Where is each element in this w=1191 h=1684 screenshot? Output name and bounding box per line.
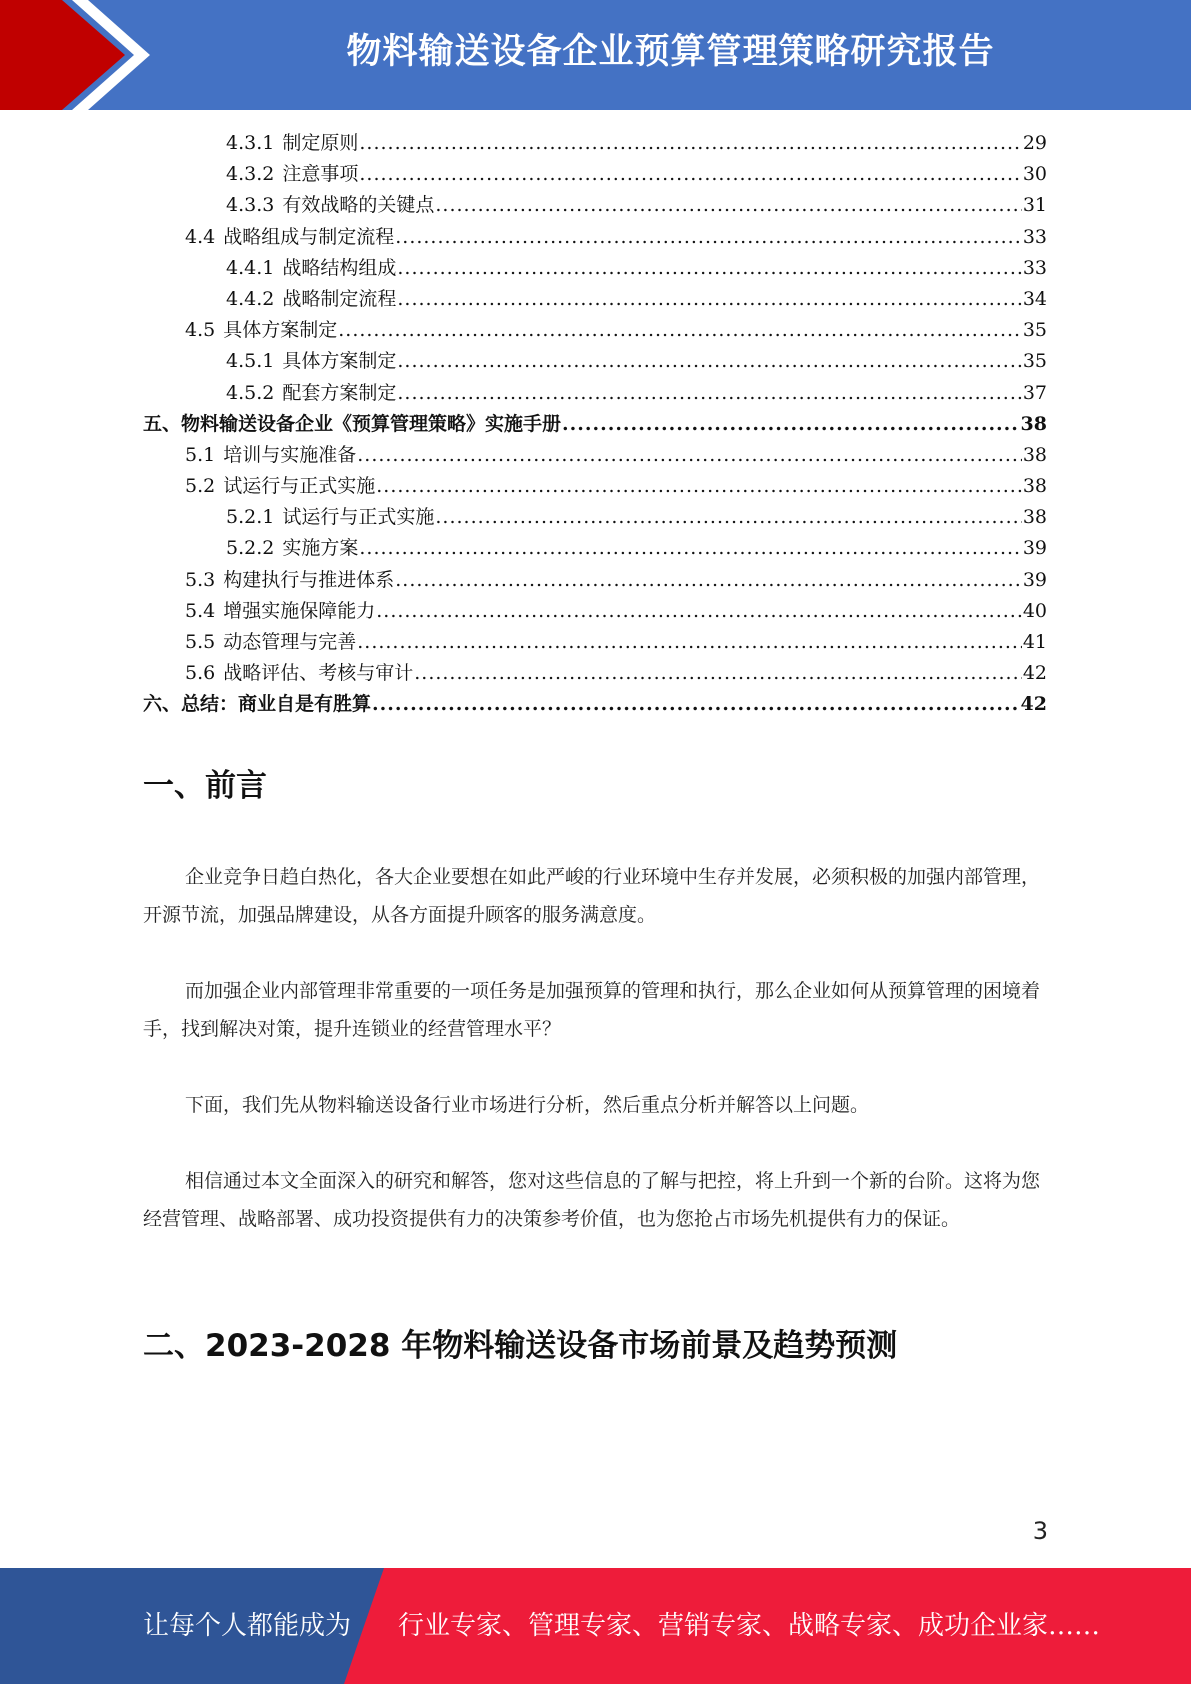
toc-entry-label: 战略组成与制定流程: [223, 225, 395, 248]
toc-leader-dots: [562, 409, 1020, 440]
toc-entry-number: 5.2.1: [226, 506, 275, 529]
paragraph: 相信通过本文全面深入的研究和解答，您对这些信息的了解与把控，将上升到一个新的台阶。这将为您经营管理、战略部署、成功投资提供有力的决策参考价值，也为您抢占市场先机提供有力的保证。: [143, 1170, 1041, 1230]
toc-entry-label: 配套方案制定: [282, 381, 397, 404]
toc-leader-dots: [338, 315, 1022, 346]
toc-entry[interactable]: [143, 128, 1047, 159]
toc-entry-number: 5.4: [185, 599, 216, 622]
toc-entry-number: 4.3.3: [226, 194, 275, 217]
toc-entry[interactable]: [143, 409, 1047, 440]
toc-entry[interactable]: [143, 253, 1047, 284]
toc-entry[interactable]: [143, 533, 1047, 564]
toc-leader-dots: [359, 159, 1021, 190]
toc-entry-page: 35: [1022, 350, 1047, 373]
toc-entry-label: 增强实施保障能力: [223, 599, 376, 622]
toc-leader-dots: [376, 471, 1022, 502]
toc-leader-dots: [372, 689, 1020, 720]
toc-entry-page: 38: [1022, 475, 1047, 498]
toc-entry[interactable]: [143, 596, 1047, 627]
toc-leader-dots: [435, 502, 1021, 533]
footer-slogan-right: 行业专家、管理专家、营销专家、战略专家、成功企业家……: [398, 1611, 1101, 1641]
toc-entry-page: 38: [1022, 506, 1047, 529]
toc-entry-page: 31: [1022, 194, 1047, 217]
toc-entry-label: 实施方案: [282, 537, 359, 560]
toc-entry-label: 战略制定流程: [282, 287, 397, 310]
toc-leader-dots: [376, 596, 1022, 627]
toc-entry-number: 5.3: [185, 568, 216, 591]
toc-entry[interactable]: [143, 471, 1047, 502]
toc-entry-label: 战略评估、考核与审计: [223, 662, 414, 685]
toc-leader-dots: [395, 222, 1022, 253]
header-arrow-decoration: [0, 0, 160, 110]
toc-entry-label: 制定原则: [282, 132, 359, 154]
toc-entry-label: 动态管理与完善: [223, 631, 357, 653]
toc-entry-number: 4.4: [185, 225, 216, 248]
toc-entry[interactable]: [143, 440, 1047, 471]
toc-entry-number: 5.1: [185, 443, 216, 466]
toc-entry[interactable]: [143, 565, 1047, 596]
toc-entry-page: 30: [1022, 163, 1047, 186]
toc-entry-label: 试运行与正式实施: [282, 506, 435, 529]
toc-entry-number: 4.4.2: [226, 287, 275, 310]
toc-leader-dots: [359, 533, 1021, 564]
toc-leader-dots: [397, 284, 1021, 315]
toc-entry[interactable]: [143, 658, 1047, 689]
toc-entry[interactable]: [143, 502, 1047, 533]
toc-entry-label: 具体方案制定: [223, 319, 338, 342]
toc-leader-dots: [414, 658, 1022, 689]
toc-entry-page: 37: [1022, 381, 1047, 404]
toc-entry-number: 5.5: [185, 631, 216, 653]
toc-entry-number: 5.2.2: [226, 537, 275, 560]
toc-entry[interactable]: [143, 627, 1047, 658]
paragraph: 下面，我们先从物料输送设备行业市场进行分析，然后重点分析并解答以上问题。: [185, 1094, 870, 1116]
toc-entry[interactable]: [143, 159, 1047, 190]
toc-entry-page: 39: [1022, 537, 1047, 560]
toc-entry-label: 战略结构组成: [282, 256, 397, 279]
toc-entry[interactable]: [143, 378, 1047, 409]
toc-entry[interactable]: [143, 284, 1047, 315]
paragraph: 企业竞争日趋白热化，各大企业要想在如此严峻的行业环境中生存并发展，必须积极的加强内部管理，开源节流，加强品牌建设，从各方面提升顾客的服务满意度。: [143, 866, 1041, 926]
toc-entry-number: 4.5: [185, 319, 216, 342]
toc-entry-page: 38: [1022, 443, 1047, 466]
toc-entry-number: 4.4.1: [226, 256, 275, 279]
toc-entry-page: 29: [1022, 132, 1047, 154]
toc-entry-page: 33: [1022, 256, 1047, 279]
toc-entry-page: 35: [1022, 319, 1047, 342]
toc-leader-dots: [397, 346, 1021, 377]
header-title: 物料输送设备企业预算管理策略研究报告: [346, 32, 995, 72]
toc-entry-page: 42: [1020, 693, 1047, 716]
toc-entry-label: 试运行与正式实施: [223, 475, 376, 498]
toc-entry-number: 4.3.2: [226, 163, 275, 186]
toc-entry-label: 五、物料输送设备企业《预算管理策略》实施手册: [143, 412, 562, 435]
page-footer: [0, 1568, 1191, 1684]
toc-entry-number: 5.6: [185, 662, 216, 685]
toc-entry-number: 4.5.2: [226, 381, 275, 404]
toc-leader-dots: [357, 440, 1022, 471]
toc-entry-page: 41: [1022, 631, 1047, 653]
footer-slogan-left: 让每个人都能成为: [143, 1611, 352, 1641]
toc-entry[interactable]: [143, 222, 1047, 253]
toc-entry-page: 34: [1022, 287, 1047, 310]
toc-entry-label: 有效战略的关键点: [282, 194, 435, 217]
toc-entry[interactable]: [143, 315, 1047, 346]
toc-entry-label: 注意事项: [282, 163, 359, 186]
toc-entry-number: 5.2: [185, 475, 216, 498]
toc-leader-dots: [397, 253, 1021, 284]
toc-entry-label: 构建执行与推进体系: [223, 568, 395, 591]
toc-leader-dots: [397, 378, 1021, 409]
toc-entry-page: 40: [1022, 599, 1047, 622]
toc-entry-page: 42: [1022, 662, 1047, 685]
table-of-contents: [143, 128, 1047, 721]
toc-entry[interactable]: [143, 689, 1047, 720]
toc-leader-dots: [395, 565, 1022, 596]
toc-leader-dots: [359, 128, 1021, 159]
toc-entry[interactable]: [143, 190, 1047, 221]
toc-entry-page: 39: [1022, 568, 1047, 591]
toc-entry-page: 33: [1022, 225, 1047, 248]
toc-entry-number: 4.3.1: [226, 132, 275, 154]
toc-entry[interactable]: [143, 346, 1047, 377]
toc-entry-label: 六、总结：商业自是有胜算: [143, 693, 372, 716]
toc-entry-number: 4.5.1: [226, 350, 275, 373]
toc-leader-dots: [357, 627, 1022, 658]
section-heading-preface: 一、前言: [143, 768, 267, 804]
toc-leader-dots: [435, 190, 1021, 221]
toc-entry-label: 培训与实施准备: [223, 443, 357, 466]
section-heading-forecast: 二、2023-2028 年物料输送设备市场前景及趋势预测: [143, 1328, 898, 1364]
page-header: [0, 0, 1191, 110]
toc-entry-page: 38: [1020, 412, 1047, 435]
paragraph: 而加强企业内部管理非常重要的一项任务是加强预算的管理和执行，那么企业如何从预算管理的困境着手，找到解决对策，提升连锁业的经营管理水平？: [143, 980, 1041, 1040]
toc-entry-label: 具体方案制定: [282, 350, 397, 373]
page-number: 3: [1032, 1517, 1048, 1545]
